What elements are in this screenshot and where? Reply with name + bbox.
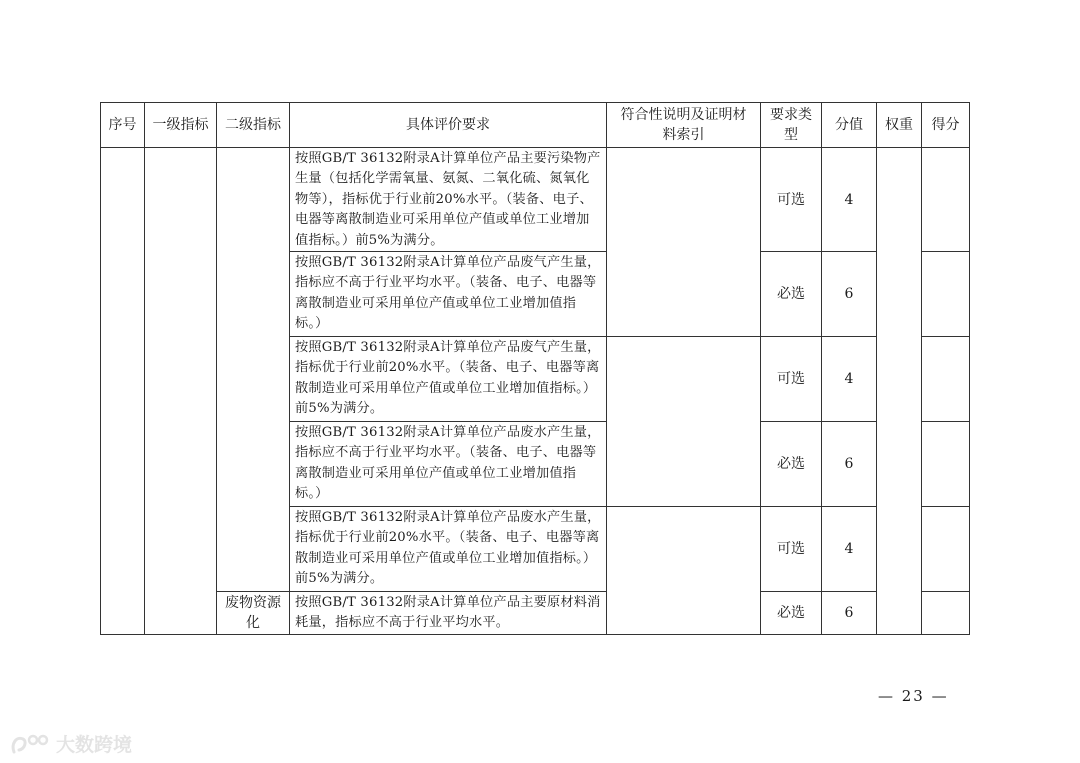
evidence-cell (607, 337, 761, 507)
header-level2: 二级指标 (217, 102, 290, 148)
evidence-cell (607, 507, 761, 635)
level2-cell (217, 148, 290, 592)
got-cell (922, 592, 970, 635)
watermark (10, 730, 132, 757)
score-cell: 4 (822, 337, 877, 422)
header-evidence: 符合性说明及证明材料索引 (607, 102, 761, 148)
score-cell: 6 (822, 592, 877, 635)
header-type: 要求类型 (761, 102, 822, 148)
seq-cell (100, 148, 145, 635)
requirement-cell: 按照GB/T 36132附录A计算单位产品废水产生量，指标优于行业前20%水平。（装备、电子、电器等离散制造业可采用单位产值或单位工业增加值指标。）前5%为满分。 (290, 507, 607, 592)
requirement-cell: 按照GB/T 36132附录A计算单位产品废气产生量，指标优于行业前20%水平。（装备、电子、电器等离散制造业可采用单位产值或单位工业增加值指标。）前5%为满分。 (290, 337, 607, 422)
score-cell: 4 (822, 148, 877, 252)
header-got: 得分 (922, 102, 970, 148)
header-score: 分值 (822, 102, 877, 148)
type-cell: 可选 (761, 337, 822, 422)
brand-logo-icon (10, 732, 52, 756)
type-cell: 可选 (761, 148, 822, 252)
page-number: — 23 — (878, 687, 949, 705)
header-weight: 权重 (877, 102, 922, 148)
requirement-cell: 按照GB/T 36132附录A计算单位产品废气产生量，指标应不高于行业平均水平。（装备、电子、电器等离散制造业可采用单位产值或单位工业增加值指标。） (290, 252, 607, 337)
got-cell (922, 422, 970, 507)
header-seq: 序号 (100, 102, 145, 148)
requirement-cell: 按照GB/T 36132附录A计算单位产品主要原材料消耗量，指标应不高于行业平均水平。 (290, 592, 607, 635)
type-cell: 必选 (761, 252, 822, 337)
header-requirement: 具体评价要求 (290, 102, 607, 148)
got-cell (922, 337, 970, 422)
level2-cell-waste-resource: 废物资源化 (217, 592, 290, 635)
score-cell: 6 (822, 252, 877, 337)
requirement-cell: 按照GB/T 36132附录A计算单位产品主要污染物产生量（包括化学需氧量、氨氮、二氧化硫、氮氧化物等），指标优于行业前20%水平。（装备、电子、电器等离散制造业可采用单位产值或单位工业增加值指标。）前5%为满分。 (290, 148, 607, 252)
weight-cell (877, 148, 922, 635)
evidence-cell (607, 148, 761, 337)
got-cell (922, 507, 970, 592)
requirement-cell: 按照GB/T 36132附录A计算单位产品废水产生量，指标应不高于行业平均水平。（装备、电子、电器等离散制造业可采用单位产值或单位工业增加值指标。） (290, 422, 607, 507)
type-cell: 可选 (761, 507, 822, 592)
score-cell: 6 (822, 422, 877, 507)
score-cell: 4 (822, 507, 877, 592)
got-cell (922, 148, 970, 252)
got-cell (922, 252, 970, 337)
level1-cell (145, 148, 217, 635)
type-cell: 必选 (761, 592, 822, 635)
header-level1: 一级指标 (145, 102, 217, 148)
watermark-text: 大数跨境 (56, 734, 133, 756)
type-cell: 必选 (761, 422, 822, 507)
